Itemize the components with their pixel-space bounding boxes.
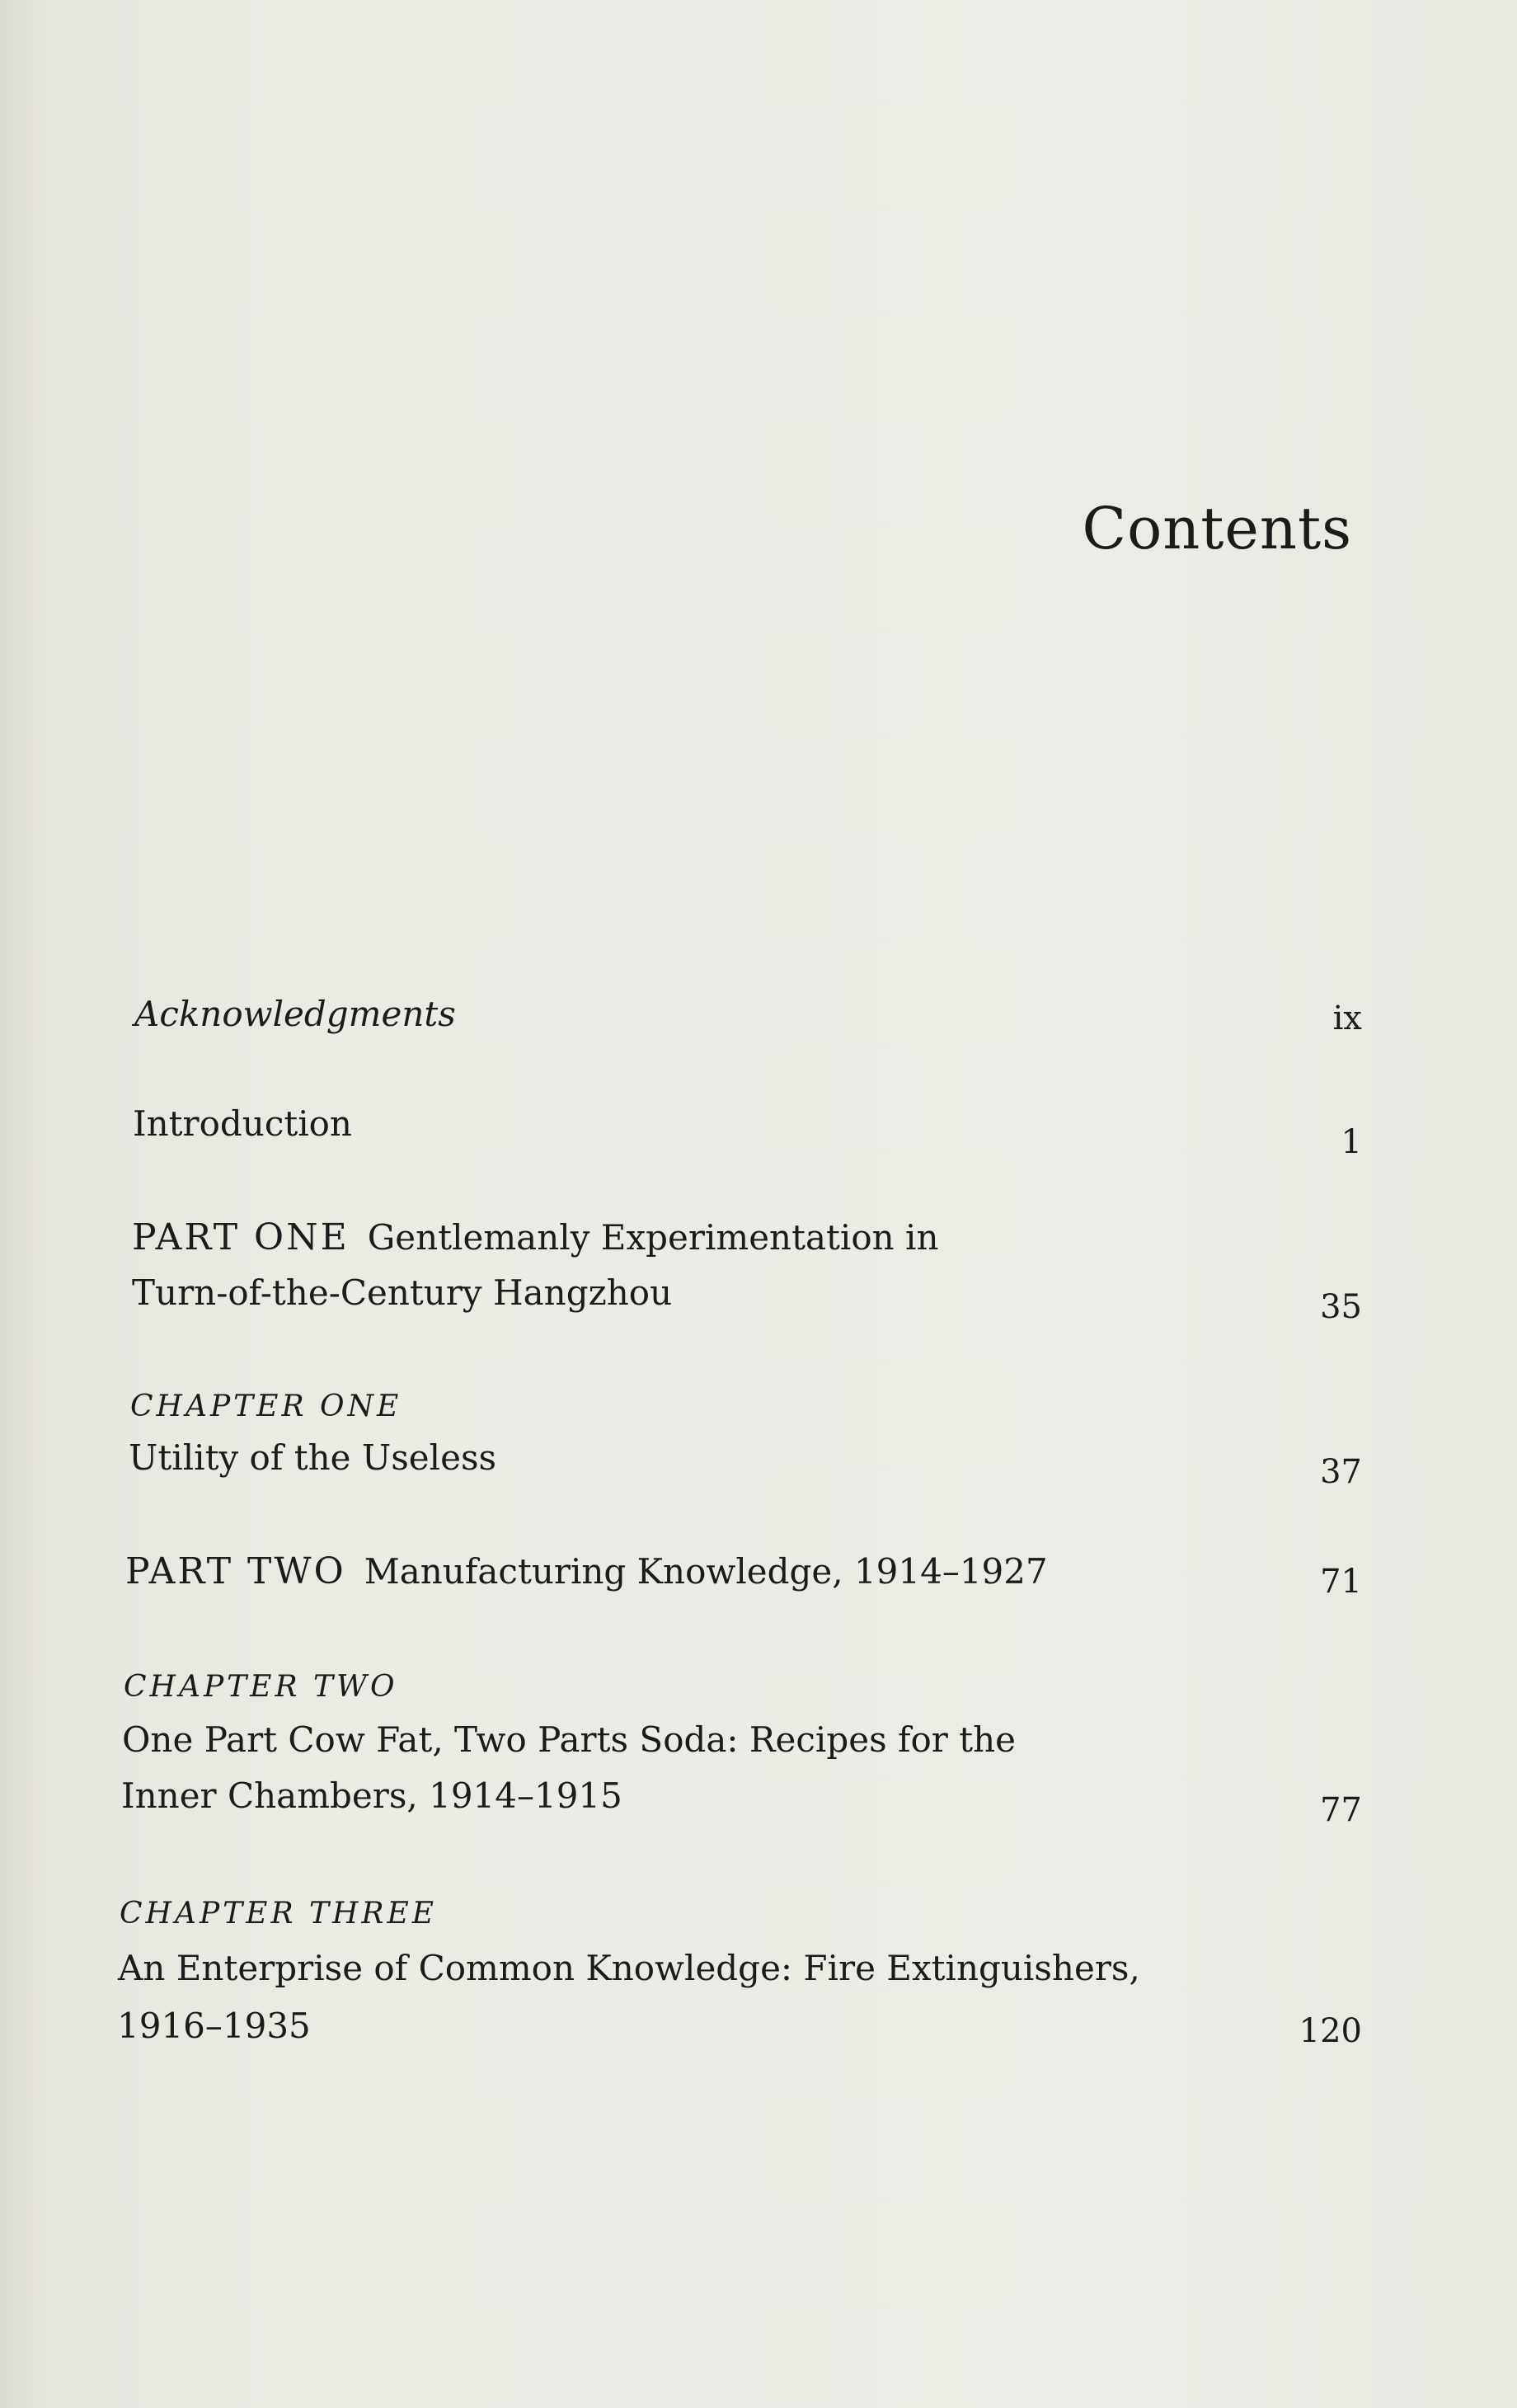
entry-title-line1: One Part Cow Fat, Two Parts Soda: Recipes for the xyxy=(122,1719,1017,1760)
entry-page-number: 1 xyxy=(1341,1123,1362,1161)
page-title: Contents xyxy=(1082,495,1352,562)
chapter-label: CHAPTER THREE xyxy=(120,1897,438,1931)
part-heading-line xyxy=(125,1550,1048,1592)
entry-title-line2: Inner Chambers, 1914–1915 xyxy=(121,1775,622,1816)
chapter-label: CHAPTER ONE xyxy=(130,1390,402,1423)
chapter-label: CHAPTER TWO xyxy=(124,1670,398,1704)
entry-page-number: 37 xyxy=(1320,1453,1362,1491)
part-label: PART TWO xyxy=(125,1550,346,1592)
part-title-line2: Turn-of-the-Century Hangzhou xyxy=(132,1272,673,1313)
part-heading-line xyxy=(132,1216,939,1258)
entry-page-number: 77 xyxy=(1320,1791,1362,1829)
entry-title: Utility of the Useless xyxy=(129,1437,497,1478)
entry-page-number: ix xyxy=(1332,999,1362,1037)
entry-title: Acknowledgments xyxy=(134,994,456,1034)
part-title-line1: Gentlemanly Experimentation in xyxy=(367,1217,939,1258)
part-title-line1: Manufacturing Knowledge, 1914–1927 xyxy=(364,1551,1048,1592)
entry-title-line1: An Enterprise of Common Knowledge: Fire Extinguishers, xyxy=(118,1948,1140,1988)
entry-page-number: 35 xyxy=(1320,1288,1362,1326)
entry-page-number: 71 xyxy=(1320,1563,1362,1601)
part-label: PART ONE xyxy=(132,1216,350,1258)
entry-page-number: 120 xyxy=(1299,2012,1362,2050)
entry-title: Introduction xyxy=(133,1103,352,1144)
entry-title-line2: 1916–1935 xyxy=(117,2006,311,2046)
